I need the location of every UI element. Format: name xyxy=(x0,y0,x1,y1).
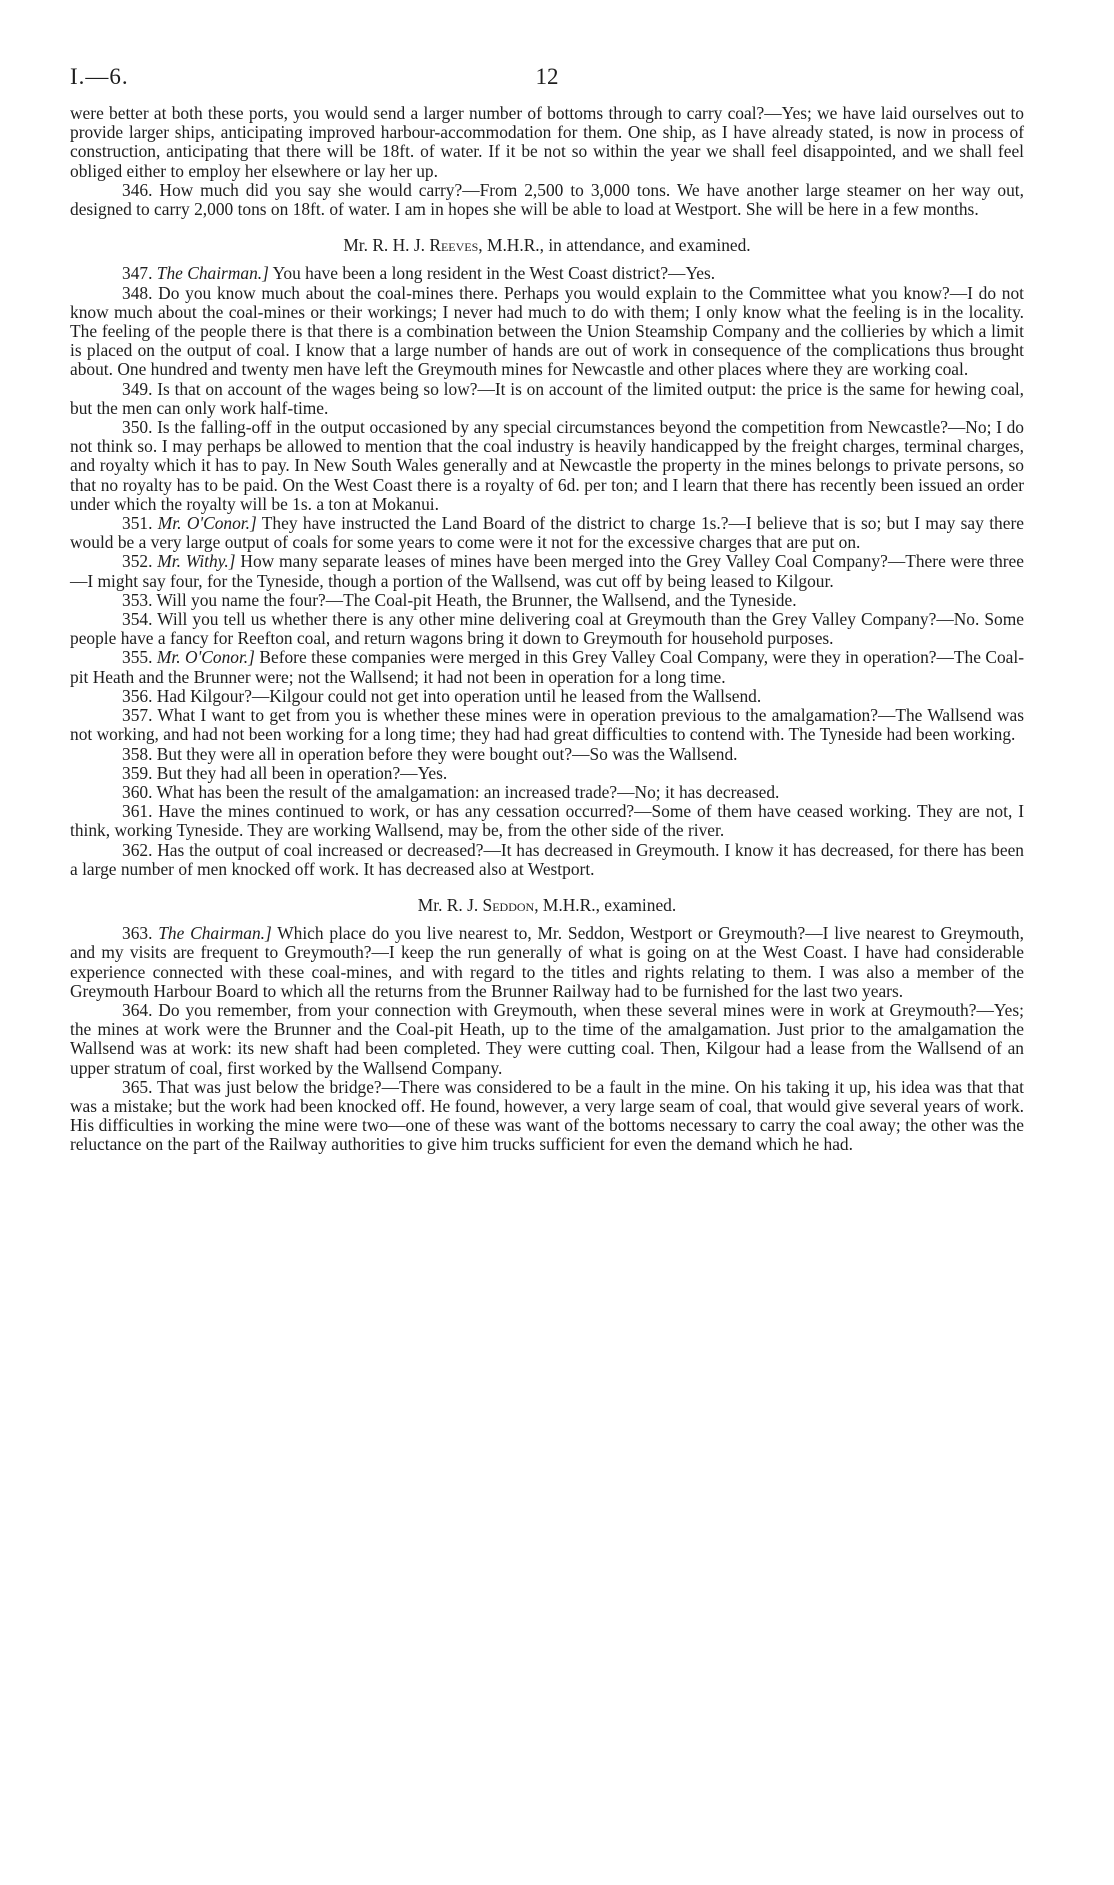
speaker: The Chairman.] xyxy=(156,263,269,284)
paragraph: 353. Will you name the four?—The Coal-pit Heath, the Brunner, the Wallsend, and the Tyneside. xyxy=(122,589,797,610)
document-body xyxy=(70,104,1024,1155)
witness-heading: Mr. R. J. Seddon, M.H.R., examined. xyxy=(417,894,677,915)
paragraph: 352. Mr. Withy.] How many separate leases of mines have been merged into the Grey Valley Coal Company?—There were three—I might say four, for the Tyneside, though a portion of the Wallsend, was cut off by being leased to Kilgour. xyxy=(70,551,1024,591)
paragraph: 350. Is the falling-off in the output occasioned by any special circumstances beyond the competition from Newcastle?—No; I do not think so. I may perhaps be allowed to mention that the coal industry is heavily handicapped by the freight charges, terminal charges, and royalty which it has to pay. In New South Wales generally and at Newcastle the property in the mines belongs to private persons, so that no royalty has to be paid. On the West Coast there is a royalty of 6d. per ton; and I learn that there has recently been issued an order under which the royalty will be 1s. a ton at Mokanui. xyxy=(70,417,1024,514)
paragraph: 356. Had Kilgour?—Kilgour could not get into operation until he leased from the Wallsend. xyxy=(122,685,762,706)
paragraph: 346. How much did you say she would carry?—From 2,500 to 3,000 tons. We have another large steamer on her way out, designed to carry 2,000 tons on 18ft. of water. I am in hopes she will be able to load at Westport. She will be here in a few months. xyxy=(70,179,1024,220)
paragraph: 359. But they had all been in operation?—Yes. xyxy=(122,762,448,783)
paragraph: 348. Do you know much about the coal-mines there. Perhaps you would explain to the Committee what you know?—I do not know much about the coal-mines or their workings; I never had much to do with them; I only know what the feeling is in the locality. The feeling of the people there is that there is a combination between the Union Steamship Company and the collieries by which a limit is placed on the output of coal. I know that a large number of hands are out of work in consequence of the complications thus brought about. One hundred and twenty men have left the Greymouth mines for Newcastle and other places where they are working coal. xyxy=(70,282,1024,380)
paragraph: 351. Mr. O'Conor.] They have instructed the Land Board of the district to charge 1s.?—I believe that is so; but I may say there would be a very large output of coals for some years to come were it not for the excessive charges that are put on. xyxy=(70,513,1024,553)
paragraph: 349. Is that on account of the wages being so low?—It is on account of the limited output: the price is the same for hewing coal, but the men can only work half-time. xyxy=(70,378,1024,418)
witness-name: Reeves xyxy=(429,235,479,256)
speaker: Mr. O'Conor.] xyxy=(156,647,255,668)
speaker: Mr. Withy.] xyxy=(157,551,236,572)
paragraph: 361. Have the mines continued to work, or has any cessation occurred?—Some of them have ceased working. They are not, I think, working Tyneside. They are working Wallsend, may be, from the other side of the river. xyxy=(70,801,1024,841)
paragraph: 358. But they were all in operation before they were bought out?—So was the Wallsend. xyxy=(122,743,738,764)
paragraph: 357. What I want to get from you is whether these mines were in operation previous to the amalgamation?—The Wallsend was not working, and had not been working for a long time; they had had great difficulties to contend with. The Tyneside had been working. xyxy=(70,705,1024,745)
paragraph: 364. Do you remember, from your connection with Greymouth, when these several mines were in work at Greymouth?—Yes; the mines at work were the Brunner and the Coal-pit Heath, up to the time of the amalgamation. Just prior to the amalgamation the Wallsend was at work: its new shaft had been completed. They were cutting coal. Then, Kilgour had a lease from the Wallsend of an upper stratum of coal, first worked by the Wallsend Company. xyxy=(70,999,1024,1078)
witness-name: Seddon xyxy=(482,894,535,915)
paragraph: 365. That was just below the bridge?—There was considered to be a fault in the mine. On his taking it up, his idea was that that was a mistake; but the work had been knocked off. He found, however, a very large seam of coal, that would give several years of work. His difficulties in working the mine were two—one of these was want of the bottoms necessary to carry the coal away; the other was the reluctance on the part of the Railway authorities to give him trucks sufficient for even the demand which he had. xyxy=(70,1076,1024,1155)
document-reference: I.—6. xyxy=(70,64,129,89)
speaker: Mr. O'Conor.] xyxy=(157,513,257,534)
paragraph: 363. The Chairman.] Which place do you live nearest to, Mr. Seddon, Westport or Greymouth?—I live nearest to Greymouth, and my visits are frequent to Greymouth?—I keep the run generally of what is going on at the West Coast. I have had considerable experience connected with these coal-mines, and with regard to the titles and rights relating to them. I was also a member of the Greymouth Harbour Board to which all the returns from the Brunner Railway had to be furnished for the last two years. xyxy=(70,923,1024,1001)
witness-heading: Mr. R. H. J. Reeves, M.H.R., in attendance, and examined. xyxy=(343,235,751,256)
page-number: 12 xyxy=(535,64,559,89)
speaker: The Chairman.] xyxy=(158,923,272,944)
paragraph: were better at both these ports, you would send a larger number of bottoms through to carry coal?—Yes; we have laid ourselves out to provide larger ships, anticipating improved harbour-accommodation for them. One ship, as I have already stated, is now in process of construction, anticipating that there will be 18ft. of water. If it be not so within the year we shall feel disappointed, and we shall feel obliged either to employ her elsewhere or lay her up. xyxy=(70,103,1024,181)
paragraph: 354. Will you tell us whether there is any other mine delivering coal at Greymouth than the Grey Valley Company?—No. Some people have a fancy for Reefton coal, and return wagons bring it down to Greymouth for household purposes. xyxy=(70,609,1024,649)
paragraph: 360. What has been the result of the amalgamation: an increased trade?—No; it has decreased. xyxy=(122,781,780,802)
paragraph: 355. Mr. O'Conor.] Before these companies were merged in this Grey Valley Coal Company, were they in operation?—The Coal-pit Heath and the Brunner were; not the Wallsend; it had not been in operation for a long time. xyxy=(70,647,1024,687)
paragraph: 347. The Chairman.] You have been a long resident in the West Coast district?—Yes. xyxy=(122,263,716,284)
paragraph: 362. Has the output of coal increased or decreased?—It has decreased in Greymouth. I know it has decreased, for there has been a large number of men knocked off work. It has decreased also at Westport. xyxy=(70,839,1024,879)
page-header xyxy=(70,58,1024,104)
